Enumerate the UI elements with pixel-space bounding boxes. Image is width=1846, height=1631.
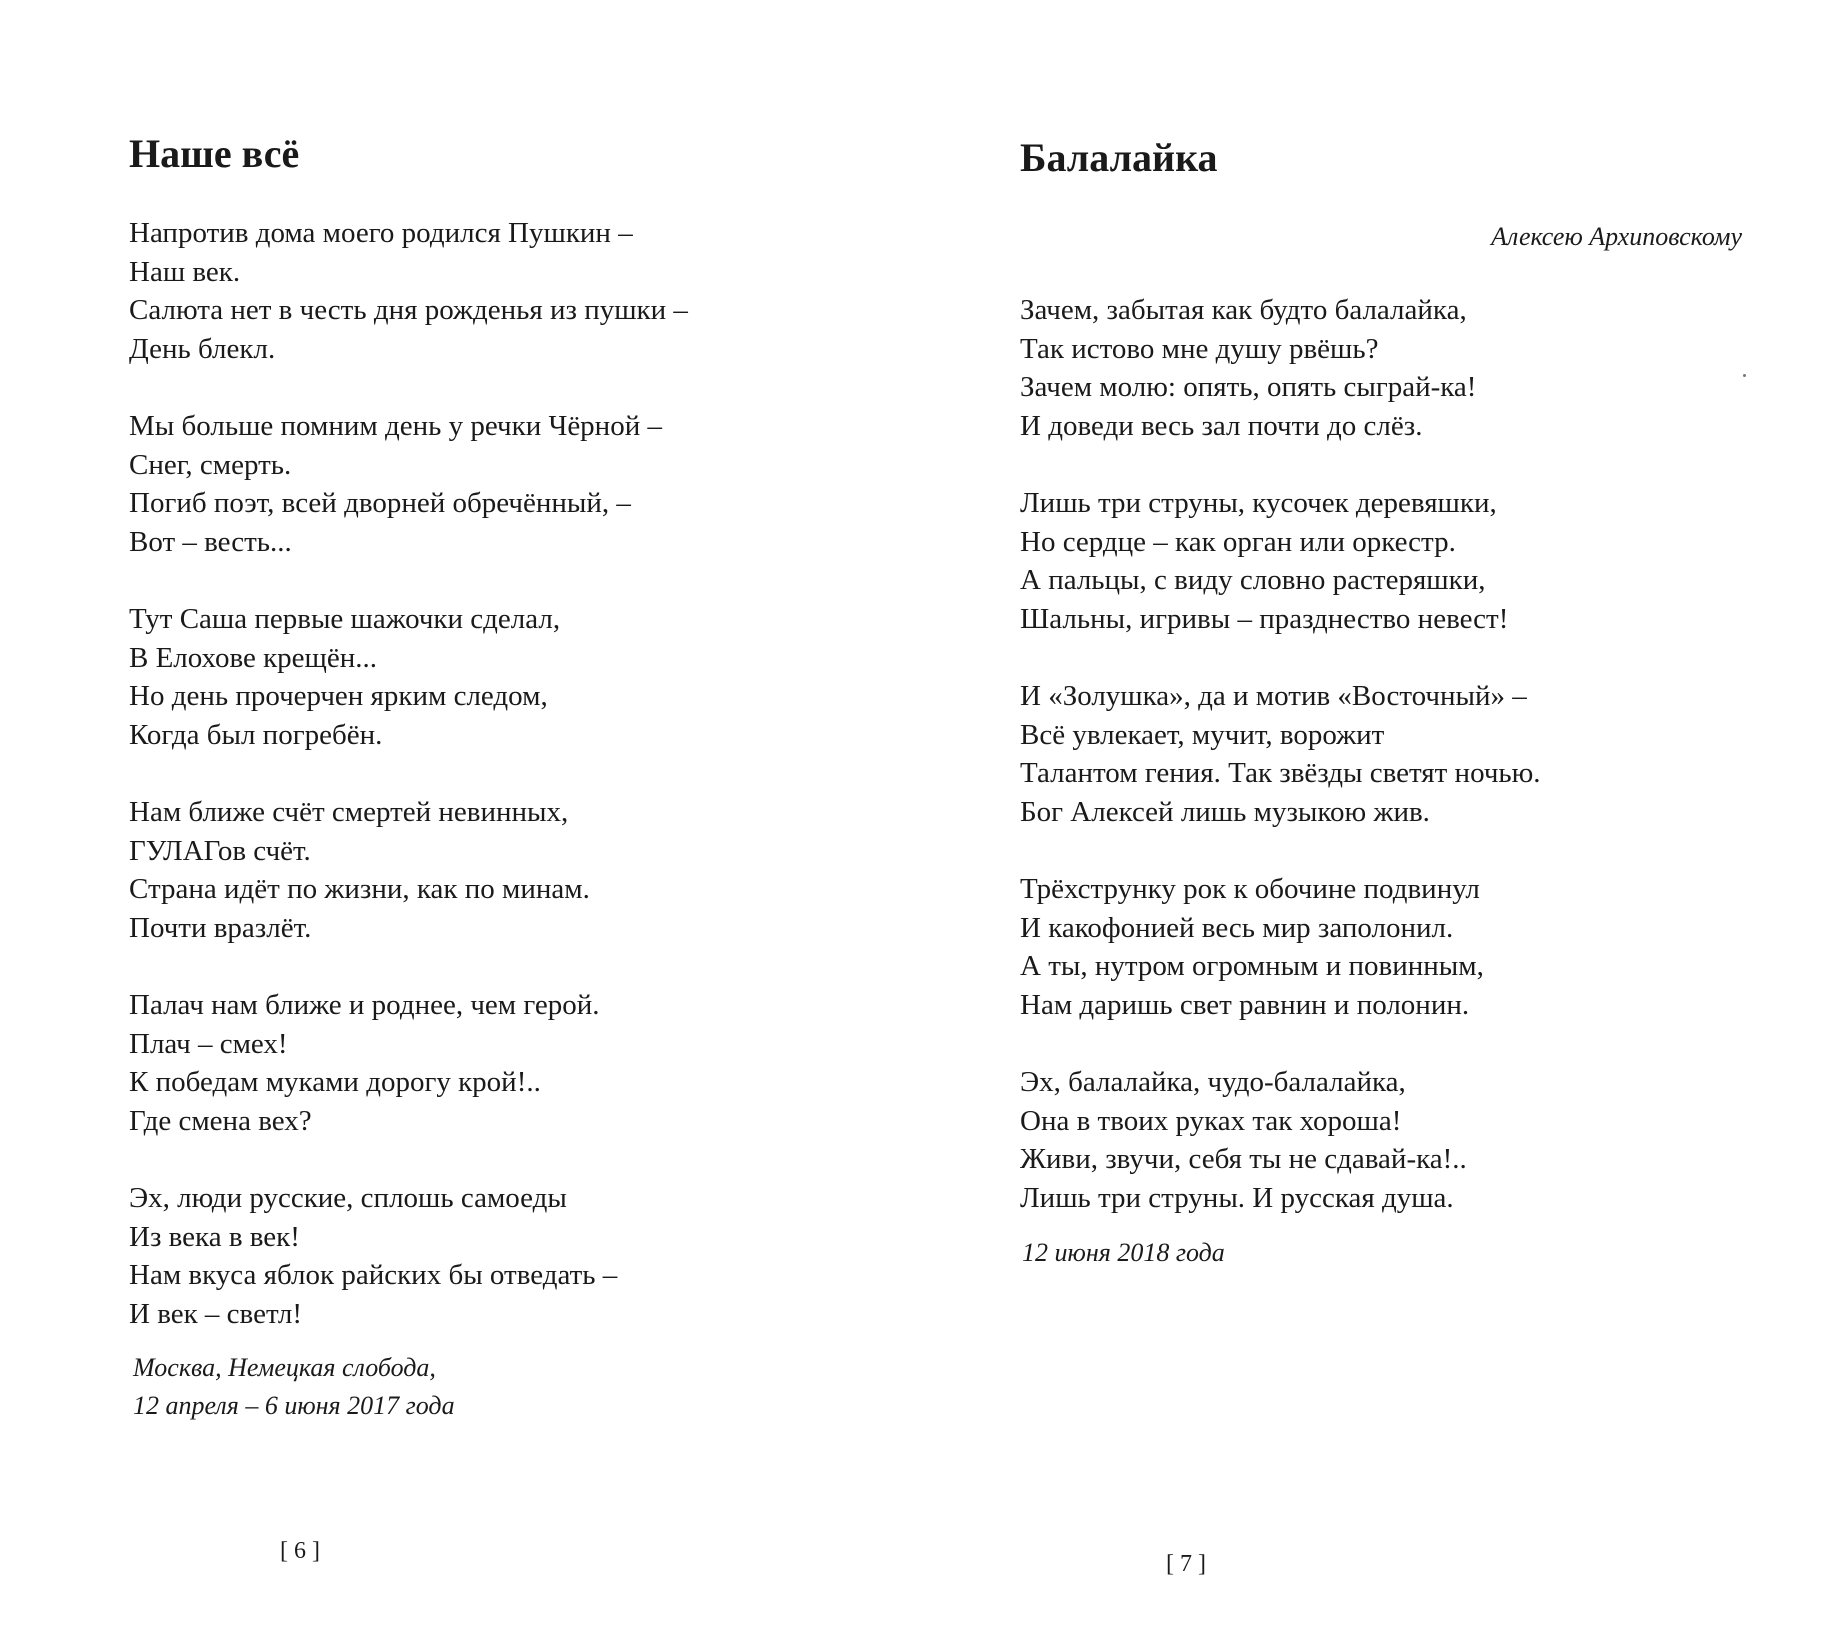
- signature-date: 12 июня 2018 года: [1022, 1238, 1225, 1267]
- verse-line: Шальны, игривы – празднество невест!: [1020, 602, 1509, 635]
- print-speck: [1743, 374, 1746, 377]
- verse-line: Эх, люди русские, сплошь самоеды: [129, 1182, 567, 1214]
- stanza: [129, 214, 688, 368]
- verse-line: Напротив дома моего родился Пушкин –: [129, 217, 633, 249]
- verse-line: Где смена вех?: [129, 1104, 312, 1137]
- stanza: [129, 407, 688, 561]
- verse-line: Салюта нет в честь дня рожденья из пушки –: [129, 294, 688, 326]
- stanza: [1020, 870, 1541, 1024]
- verse-line: Так истово мне душу рвёшь?: [1020, 332, 1379, 365]
- verse-line: Палач нам ближе и роднее, чем герой.: [129, 989, 600, 1021]
- verse-line: День блекл.: [129, 332, 276, 365]
- verse-line: К победам муками дорогу крой!..: [129, 1066, 541, 1098]
- verse-line: Трёхструнку рок к обочине подвинул: [1020, 873, 1480, 905]
- verse-line: Нам вкуса яблок райских бы отведать –: [129, 1259, 618, 1291]
- stanza: [1020, 1063, 1541, 1217]
- poem-body: [1020, 291, 1541, 1217]
- verse-line: Живи, звучи, себя ты не сдавай-ка!..: [1020, 1143, 1467, 1175]
- verse-line: Но день прочерчен ярким следом,: [129, 680, 548, 712]
- verse-line: А ты, нутром огромным и повинным,: [1020, 950, 1484, 982]
- stanza: [1020, 677, 1541, 831]
- verse-line: И какофонией весь мир заполонил.: [1020, 911, 1454, 944]
- page-number: [ 7 ]: [1166, 1551, 1206, 1577]
- poem-signature: [133, 1349, 455, 1425]
- verse-line: И «Золушка», да и мотив «Восточный» –: [1020, 680, 1527, 712]
- verse-line: Снег, смерть.: [129, 448, 292, 481]
- verse-line: Зачем, забытая как будто балалайка,: [1020, 294, 1467, 326]
- poem-signature: [1022, 1234, 1225, 1272]
- verse-line: Наш век.: [129, 255, 241, 288]
- verse-line: Но сердце – как орган или оркестр.: [1020, 525, 1456, 558]
- verse-line: Лишь три струны, кусочек деревяшки,: [1020, 487, 1497, 519]
- stanza: [129, 1179, 688, 1333]
- poem-title: Наше всё: [129, 131, 300, 176]
- signature-date: 12 апреля – 6 июня 2017 года: [133, 1391, 455, 1420]
- page-number: [ 6 ]: [280, 1538, 320, 1564]
- verse-line: Она в твоих руках так хороша!: [1020, 1104, 1402, 1137]
- verse-line: Когда был погребён.: [129, 718, 383, 751]
- stanza: [129, 986, 688, 1140]
- verse-line: ГУЛАГов счёт.: [129, 834, 311, 867]
- verse-line: Тут Саша первые шажочки сделал,: [129, 603, 561, 635]
- stanza: [1020, 291, 1541, 445]
- verse-line: Мы больше помним день у речки Чёрной –: [129, 410, 662, 442]
- stanza: [1020, 484, 1541, 638]
- verse-line: Эх, балалайка, чудо-балалайка,: [1020, 1066, 1406, 1098]
- verse-line: И век – светл!: [129, 1297, 303, 1330]
- verse-line: Из века в век!: [129, 1220, 300, 1253]
- verse-line: Нам даришь свет равнин и полонин.: [1020, 988, 1470, 1021]
- verse-line: Нам ближе счёт смертей невинных,: [129, 796, 569, 828]
- verse-line: И доведи весь зал почти до слёз.: [1020, 409, 1423, 442]
- stanza: [129, 600, 688, 754]
- verse-line: Плач – смех!: [129, 1027, 288, 1060]
- verse-line: Бог Алексей лишь музыкою жив.: [1020, 795, 1430, 828]
- poem-body: [129, 214, 688, 1333]
- verse-line: В Елохове крещён...: [129, 641, 378, 674]
- verse-line: Почти вразлёт.: [129, 911, 312, 944]
- verse-line: А пальцы, с виду словно растеряшки,: [1020, 564, 1486, 596]
- poem-dedication: Алексею Архиповскому: [1491, 222, 1742, 251]
- signature-place: Москва, Немецкая слобода,: [133, 1353, 436, 1382]
- verse-line: Погиб поэт, всей дворней обречённый, –: [129, 487, 631, 519]
- right-page: [923, 0, 1846, 1631]
- verse-line: Вот – весть...: [129, 525, 292, 558]
- poem-title: Балалайка: [1020, 135, 1218, 180]
- verse-line: Страна идёт по жизни, как по минам.: [129, 873, 590, 905]
- stanza: [129, 793, 688, 947]
- verse-line: Талантом гения. Так звёзды светят ночью.: [1020, 757, 1541, 789]
- verse-line: Лишь три струны. И русская душа.: [1020, 1181, 1454, 1214]
- verse-line: Всё увлекает, мучит, ворожит: [1020, 718, 1385, 751]
- verse-line: Зачем молю: опять, опять сыграй-ка!: [1020, 371, 1477, 403]
